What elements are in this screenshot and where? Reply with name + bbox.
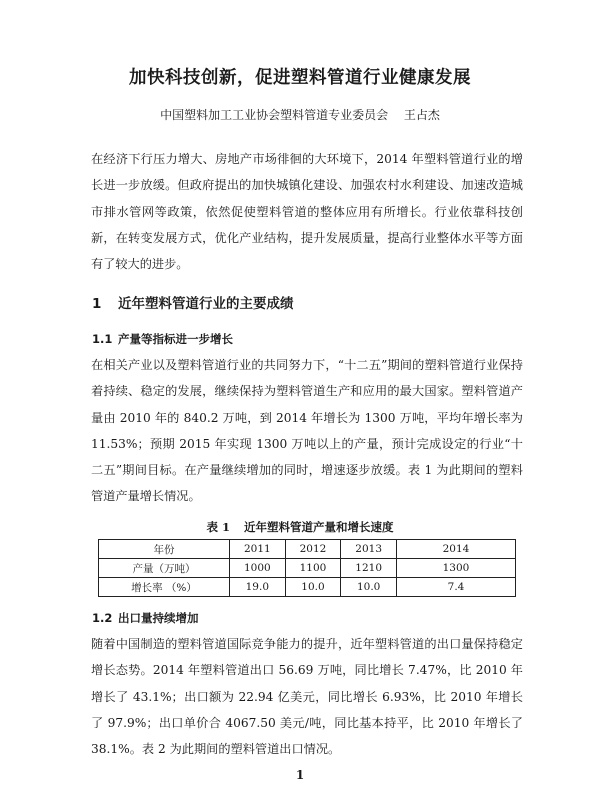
table-header-cell: 2013: [341, 540, 397, 559]
table-row: [99, 578, 516, 597]
table-cell: 1000: [230, 559, 286, 578]
author-affiliation: 中国塑料加工工业协会塑料管道专业委员会: [160, 108, 389, 122]
table-row: [99, 559, 516, 578]
table-cell: 7.4: [397, 578, 516, 597]
table-cell: 19.0: [230, 578, 286, 597]
intro-paragraph: 在经济下行压力增大、房地产市场徘徊的大环境下，2014 年塑料管道行业的增长进一步放缓。但政府提出的加快城镇化建设、加强农村水利建设、加速改造城市排水管网等政策，依然促使塑料管道的整体应用有所增长。行业依靠科技创新，在转变发展方式，优化产业结构，提升发展质量，提高行业整体水平等方面有了较大的进步。: [91, 152, 523, 272]
subsection-1-2-paragraph: 随着中国制造的塑料管道国际竞争能力的提升，近年塑料管道的出口量保持稳定增长态势。2014 年塑料管道出口 56.69 万吨，同比增长 7.47%，比 2010 年增长了 43.1%；出口额为 22.94 亿美元，同比增长 6.93%，比 2010 年增长了 97.9%；出口单价合 4067.50 美元/吨，同比基本持平，比 2010 年增长了 38.1%。表 2 为此期间的塑料管道出口情况。: [91, 637, 523, 757]
author-name: 王占杰: [403, 108, 440, 122]
table-cell: 1100: [285, 559, 341, 578]
table-cell: 10.0: [285, 578, 341, 597]
subsection-1-1-number: 1.1: [92, 332, 113, 346]
subsection-1-2-heading: [92, 610, 199, 626]
table-cell: 产量（万吨）: [99, 559, 230, 578]
table-1-caption-title: 近年塑料管道产量和增长速度: [244, 520, 394, 534]
section-1-title: 近年塑料管道行业的主要成绩: [118, 296, 294, 312]
section-1-heading: [92, 292, 294, 312]
section-1-number: 1: [92, 296, 102, 312]
subsection-1-1-heading: [92, 331, 233, 347]
table-1: [98, 539, 516, 597]
table-cell: 1210: [341, 559, 397, 578]
table-cell: 1300: [397, 559, 516, 578]
table-header-cell: 2014: [397, 540, 516, 559]
subsection-1-2-number: 1.2: [92, 611, 113, 625]
table-cell: 增长率 （%）: [99, 578, 230, 597]
page-number: 1: [295, 768, 305, 782]
subsection-1-2-title: 出口量持续增加: [118, 611, 199, 625]
table-header-row: [99, 540, 516, 559]
author-line: [0, 106, 600, 123]
subsection-1-1-paragraph: 在相关产业以及塑料管道行业的共同努力下，“十二五”期间的塑料管道行业保持着持续、稳定的发展，继续保持为塑料管道生产和应用的最大国家。塑料管道产量由 2010 年的 840.2 万吨，到 2014 年增长为 1300 万吨，平均年增长率为 11.53%；预期 2015 年实现 1300 万吨以上的产量，预计完成设定的行业“十二五”期间目标。在产量继续增加的同时，增速逐步放缓。表 1 为此期间的塑料管道产量增长情况。: [91, 358, 523, 504]
table-cell: 10.0: [341, 578, 397, 597]
table-header-cell: 2012: [285, 540, 341, 559]
article-title: 加快科技创新，促进塑料管道行业健康发展: [129, 68, 471, 88]
table-header-cell: 2011: [230, 540, 286, 559]
table-1-caption: [0, 519, 600, 535]
subsection-1-1-title: 产量等指标进一步增长: [118, 332, 233, 346]
table-header-cell: 年份: [99, 540, 230, 559]
table-1-caption-number: 表 1: [206, 520, 230, 534]
